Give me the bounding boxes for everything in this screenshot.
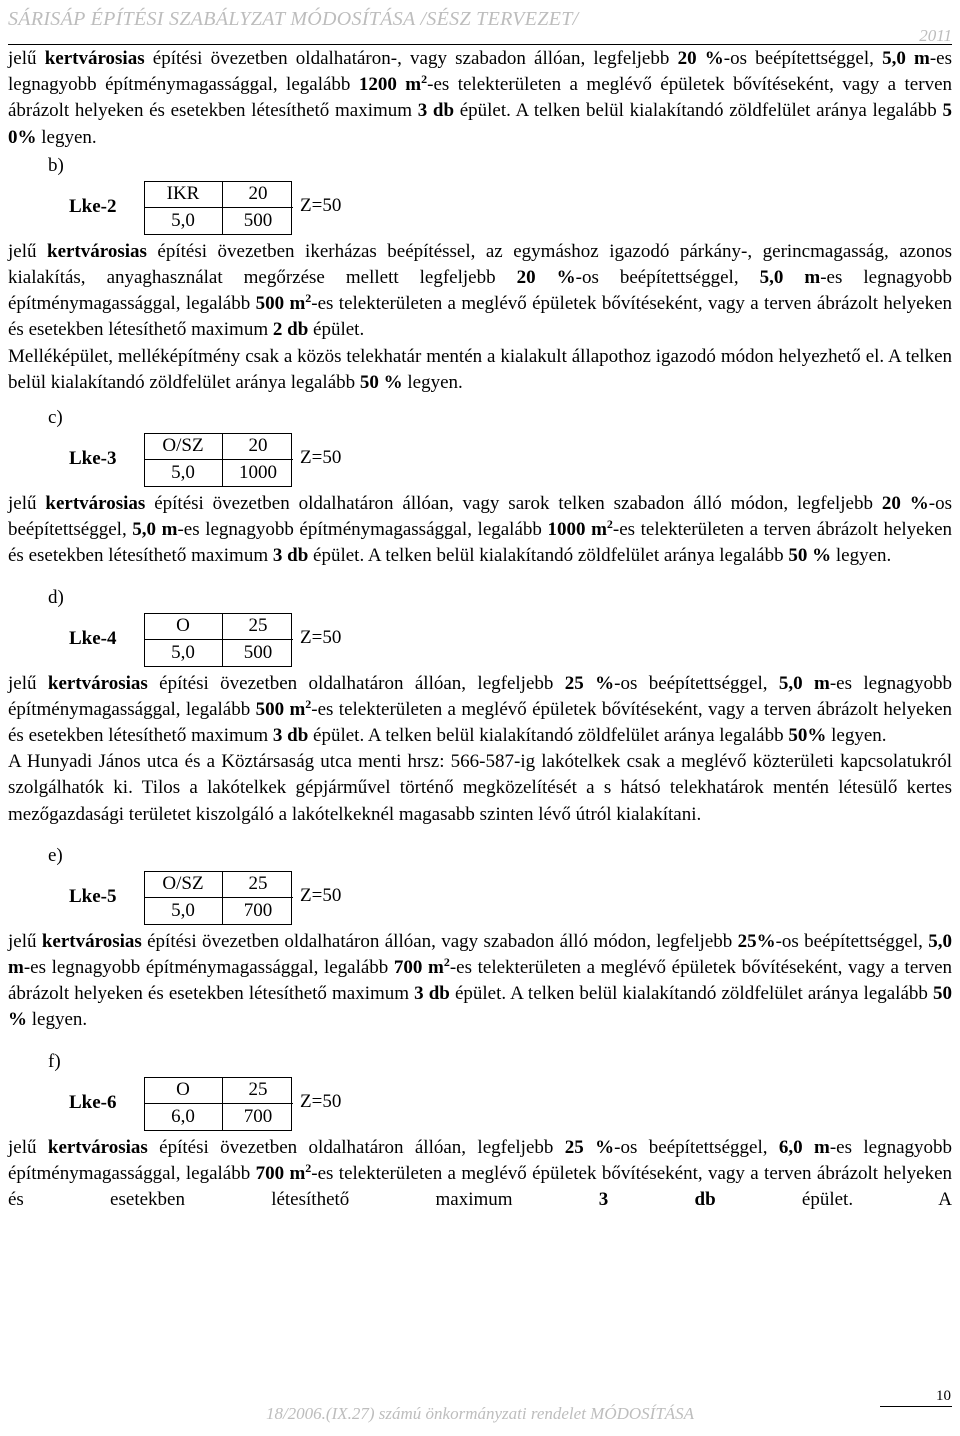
paragraph-lke-3: jelű kertvárosias építési övezetben oldalhatáron állóan, vagy sarok telken szabadon álló módon, legfeljebb 20 %-os beépítettséggel, 5,0 m-es legnagyobb építménymagassággal, legalább 1000 $m^2-es$ telekterületen a terven ábrázolt helyeken és esetekben létesíthető maximum 3 db épület. A telken belül kialakítandó zöldfelület aránya legalább 50 % legyen.: [8, 493, 953, 567]
paragraph-lke-4: jelű kertvárosias építési övezetben oldalhatáron állóan, legfeljebb 25 %-os beépítettséggel, 5,0 m-es legnagyobb építménymagassággal, legalább 500 $m^2-es$ telekterületen a meglévő épületek bővítéseként, vagy a terven ábrázolt helyeken és esetekben létesíthető maximum 3 db épület. A telken belül kialakítandó zöldfelület aránya legalább 50% legyen.: [8, 672, 953, 747]
zone-min-area: 700: [243, 1105, 273, 1127]
section-letter-f: f): [48, 1050, 61, 1072]
paragraph-hunyadi-street: A Hunyadi János utca és a Köztársaság utca menti hrsz: 566-587-ig lakótelkek csak a meglévő közterületi kapcsolatukról szolgálhatók ki. Tilos a lakótelkek gépjárművel történő megközelítését a s hátsó telekhatárok mentén létesülő kertes mezőgazdasági területet kiszolgáló a lakótelkeknél magasabb szinten lévő útról kialakítani.: [8, 751, 952, 825]
section-letter-c: c): [48, 407, 63, 429]
page-footer: 18/2006.(IX.27) számú önkormányzati rendelet MÓDOSÍTÁSA: [265, 1404, 695, 1423]
zone-type: O: [144, 1077, 223, 1104]
zone-type: O/SZ: [144, 433, 223, 460]
zone-box-lke-3: [8, 431, 952, 489]
paragraph-lke-2: jelű kertvárosias építési övezetben ikerházas beépítéssel, az egymáshoz igazodó párkány-, gerincmagasság, azonos kialakítás, anyaghasználat megőrzése mellett legfeljebb 20 %-os beépítettséggel, 5,0 m-es legnagyobb építménymagassággal, legalább 500 $m^2-es$ telekterületen a meglévő épületek bővítéseként, vagy a terven ábrázolt helyeken és esetekben létesíthető maximum 2 db épület.: [8, 240, 953, 341]
document-body: [8, 44, 952, 1213]
header-title: SÁRISÁP ÉPÍTÉSI SZABÁLYZAT MÓDOSÍTÁSA /SÉSZ TERVEZET/: [8, 8, 579, 30]
zone-code: Lke-5: [69, 885, 117, 907]
zone-green-ratio: Z=50: [300, 447, 342, 469]
zone-box-lke-4: [8, 611, 952, 669]
zone-table: [144, 1077, 293, 1130]
paragraph-lke-6: jelű kertvárosias építési övezetben oldalhatáron állóan, legfeljebb 25 %-os beépítettséggel, 6,0 m-es legnagyobb építménymagassággal, legalább 700 $m^2-es$ telekterületen a meglévő épületek bővítéseként, vagy a terven ábrázolt helyeken és esetekben létesíthető maximum 3 db épület. A: [8, 1136, 953, 1211]
zone-green-ratio: Z=50: [300, 194, 342, 216]
paragraph-lke-5: jelű kertvárosias építési övezetben oldalhatáron állóan, vagy szabadon álló módon, legfeljebb 25%-os beépítettséggel, 5,0 m-es legnagyobb építménymagassággal, legalább 700 $m^2-es$ telekterületen a meglévő épületek bővítéseként, vagy a terven ábrázolt helyeken és esetekben létesíthető maximum 3 db épület. A telken belül kialakítandó zöldfelület aránya legalább 50 % legyen.: [8, 930, 953, 1031]
intro-paragraph: jelű kertvárosias építési övezetben oldalhatáron-, vagy szabadon állóan, legfeljebb 20 %-os beépítettséggel, 5,0 m-es legnagyobb építménymagassággal, legalább 1200 $m^2-es$ telekterületen a meglévő épületek bővítéseként, vagy a terven ábrázolt helyeken és esetekben létesíthető maximum 3 db épület. A telken belül kialakítandó zöldfelület aránya legalább 5 0% legyen.: [8, 48, 953, 148]
zone-coverage: 20: [223, 433, 294, 460]
header-year: 2011: [919, 26, 952, 45]
zone-coverage: 20: [223, 181, 294, 208]
zone-box-lke-2: [8, 179, 952, 237]
zone-table: [144, 181, 293, 234]
section-letter-e: e): [48, 844, 63, 866]
zone-code: Lke-4: [69, 627, 117, 649]
zone-table: [144, 613, 293, 666]
zone-type: O: [144, 613, 223, 640]
page-header: [8, 4, 952, 45]
zone-height: 5,0: [144, 639, 223, 666]
zone-min-area: 700: [243, 899, 273, 921]
zone-box-lke-5: [8, 869, 952, 927]
zone-code: Lke-3: [69, 448, 117, 470]
zone-code: Lke-2: [69, 195, 117, 217]
section-letter-d: d): [48, 586, 64, 608]
zone-green-ratio: Z=50: [300, 1090, 342, 1112]
zone-code: Lke-6: [69, 1091, 117, 1113]
page-number: 10: [936, 1388, 951, 1404]
paragraph-lke-2-outbuilding: Melléképület, melléképítmény csak a közös telekhatár mentén a kialakult állapothoz igazodó módon helyezhető el. A telken belül kialakítandó zöldfelület aránya legalább 50 % legyen.: [8, 345, 952, 393]
zone-min-area: 1000: [239, 462, 277, 484]
zone-box-lke-6: [8, 1075, 952, 1133]
zone-coverage: 25: [223, 613, 294, 640]
zone-green-ratio: Z=50: [300, 884, 342, 906]
zone-table: [144, 433, 293, 486]
zone-green-ratio: Z=50: [300, 626, 342, 648]
zone-min-area: 500: [243, 641, 273, 663]
zone-table: [144, 871, 293, 924]
zone-min-area: 500: [243, 209, 273, 231]
zone-coverage: 25: [223, 871, 294, 898]
zone-height: 5,0: [144, 460, 223, 487]
zone-height: 5,0: [144, 207, 223, 234]
zone-type: O/SZ: [144, 871, 223, 898]
zone-height: 5,0: [144, 897, 223, 924]
section-letter-b: b): [48, 154, 64, 176]
zone-height: 6,0: [144, 1103, 223, 1130]
zone-type: IKR: [144, 181, 223, 208]
zone-coverage: 25: [223, 1077, 294, 1104]
